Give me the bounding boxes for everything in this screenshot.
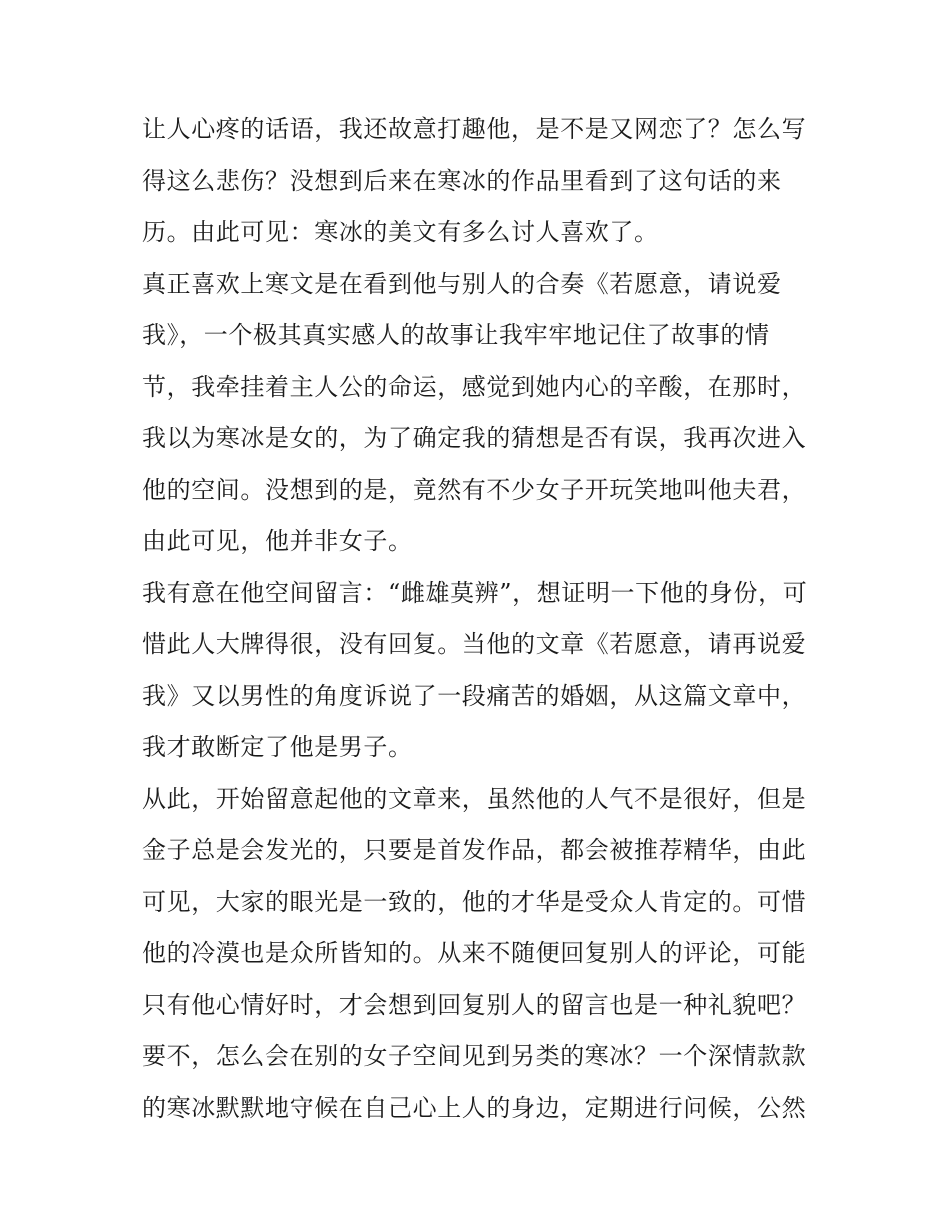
text-line: 我以为寒冰是女的，为了确定我的猜想是否有误，我再次进入 [142, 424, 807, 452]
text-line: 金子总是会发光的，只要是首发作品，都会被推荐精华，由此 [142, 836, 807, 864]
text-line: 历。由此可见：寒冰的美文有多么讨人喜欢了。 [142, 218, 659, 246]
text-line: 可见，大家的眼光是一致的，他的才华是受众人肯定的。可惜 [142, 887, 807, 916]
text-line: 的寒冰默默地守候在自己心上人的身边，定期进行问候，公然 [142, 1093, 807, 1122]
text-line: 从此，开始留意起他的文章来，虽然他的人气不是很好，但是 [142, 784, 807, 813]
text-line: 真正喜欢上寒文是在看到他与别人的合奏《若愿意，请说爱 [142, 269, 782, 298]
text-line: 只有他心情好时，才会想到回复别人的留言也是一种礼貌吧？ [142, 990, 807, 1019]
text-line: 惜此人大牌得很，没有回复。当他的文章《若愿意，请再说爱 [142, 630, 807, 658]
text-line: 得这么悲伤？没想到后来在寒冰的作品里看到了这句话的来 [142, 166, 782, 195]
text-line: 他的冷漠也是众所皆知的。从来不随便回复别人的评论，可能 [142, 939, 807, 967]
text-line: 由此可见，他并非女子。 [142, 527, 413, 555]
text-line: 我有意在他空间留言：“雌雄莫辨”，想证明一下他的身份，可 [142, 578, 808, 607]
text-line: 要不，怎么会在别的女子空间见到另类的寒冰？一个深情款款 [142, 1042, 807, 1070]
document-body [142, 104, 814, 1134]
text-line: 让人心疼的话语，我还故意打趣他，是不是又网恋了？怎么写 [142, 115, 807, 143]
text-line: 我》，一个极其真实感人的故事让我牢牢地记住了故事的情 [142, 321, 770, 349]
text-line: 我才敢断定了他是男子。 [142, 733, 413, 761]
text-line: 节，我牵挂着主人公的命运，感觉到她内心的辛酸，在那时， [142, 372, 807, 401]
text-line: 我》又以男性的角度诉说了一段痛苦的婚姻，从这篇文章中， [142, 681, 807, 710]
text-line: 他的空间。没想到的是，竟然有不少女子开玩笑地叫他夫君， [142, 475, 807, 504]
